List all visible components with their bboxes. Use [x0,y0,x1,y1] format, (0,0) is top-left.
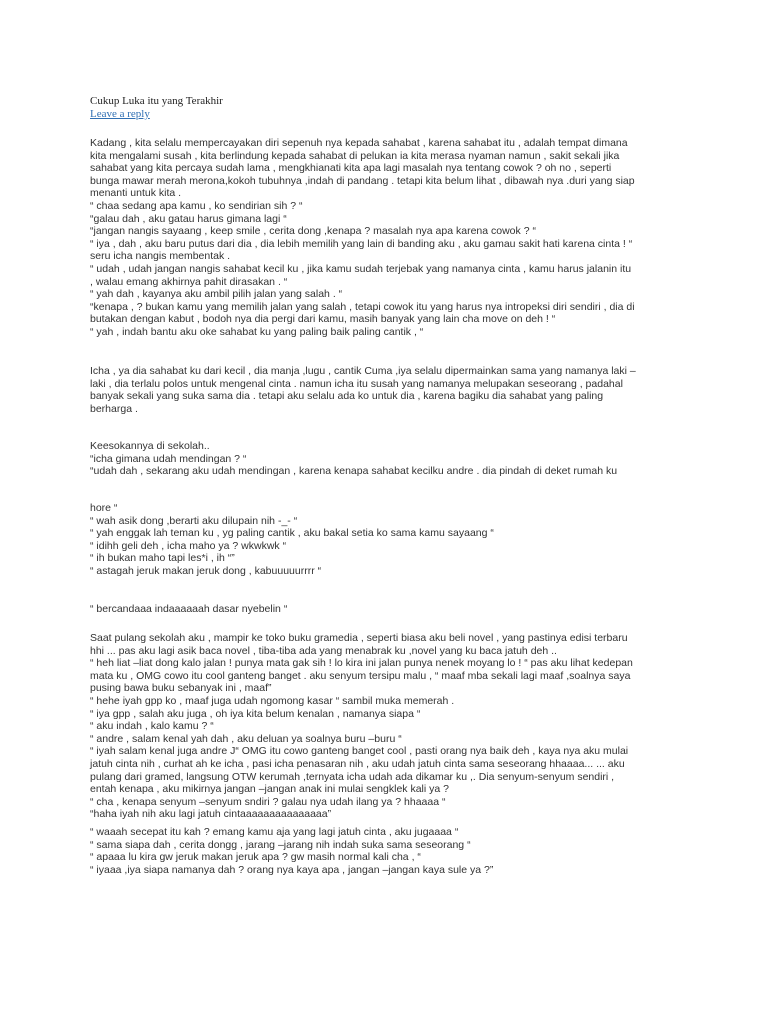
text-line: berharga . [90,402,138,415]
text-line: pulang dari gramed, langsung OTW kerumah ,ternyata icha udah ada dikamar ku ,. Dia senyum-senyum sendiri , [90,770,615,783]
paragraph-5 [90,603,690,616]
text-line: “ waaah secepat itu kah ? emang kamu aja yang lagi jatuh cinta , aku jugaaaa “ [90,826,459,838]
paragraph-3 [90,440,690,478]
paragraph-4 [90,502,690,578]
text-line: “ udah , udah jangan nangis sahabat kecil ku , jika kamu sudah terjebak yang namanya cinta , kamu harus jalanin itu [90,262,632,275]
text-line: “icha gimana udah mendingan ? “ [90,452,247,465]
text-line: , walau emang akhirnya pahit dirasakan . “ [90,275,288,288]
text-line: mata ku , OMG cowo itu cool ganteng banget . aku senyum tersipu malu , “ maaf mba sekali lagi maaf ,soalnya saya [90,669,631,682]
text-line: “ apaaa lu kira gw jeruk makan jeruk apa ? gw masih normal kali cha , “ [90,851,421,864]
text-line: “ iya , dah , aku baru putus dari dia , dia lebih memilih yang lain di banding aku , aku gamau sakit hati karena cinta ! “ [90,237,633,250]
text-line: entah kenapa , aku mikirnya jangan –jangan anak ini mulai sengklek kali ya ? [90,783,449,796]
text-line: “ iyah salam kenal juga andre J“ OMG itu cowo ganteng banget cool , pasti orang nya baik deh , kaya nya aku mulai [90,745,629,758]
text-line: “ iyaaa ,iya siapa namanya dah ? orang nya kaya apa , jangan –jangan kaya sule ya ?” [90,863,494,876]
text-line: hhi ... pas aku lagi asik baca novel , tiba-tiba ada yang menabrak ku ,novel yang ku baca jatuh deh .. [90,644,557,657]
text-line: butakan dengan kabut , bodoh nya dia pergi dari kamu, masih banyak yang lain cha move on deh ! “ [90,313,556,326]
text-line: “galau dah , aku gatau harus gimana lagi “ [90,212,287,225]
text-line: “ astagah jeruk makan jeruk dong , kabuuuuurrrr “ [90,564,322,577]
text-line: “ wah asik dong ,berarti aku dilupain nih -_- “ [90,514,298,527]
text-line: “udah dah , sekarang aku udah mendingan , karena kenapa sahabat kecilku andre . dia pindah di deket rumah ku [90,465,618,478]
text-line: Saat pulang sekolah aku , mampir ke toko buku gramedia , seperti biasa aku beli novel , yang pastinya edisi terbaru [90,632,628,644]
text-line: “ cha , kenapa senyum –senyum sndiri ? galau nya udah ilang ya ? hhaaaa “ [90,795,446,808]
text-line: pusing bawa buku sebanyak ini , maaf” [90,682,272,695]
text-line: “ aku indah , kalo kamu ? “ [90,720,214,733]
text-line: “ yah dah , kayanya aku ambil pilih jalan yang salah . “ [90,288,343,301]
text-line: “kenapa , ? bukan kamu yang memilih jalan yang salah , tetapi cowok itu yang harus nya intropeksi diri sendiri , dia di [90,300,635,313]
text-line: “ yah , indah bantu aku oke sahabat ku yang paling baik paling cantik , “ [90,325,424,338]
text-line: Keesokannya di sekolah.. [90,440,210,452]
text-line: “ bercandaaa indaaaaaah dasar nyebelin “ [90,603,288,615]
text-line: banyak sekali yang suka sama dia . tetapi aku selalu ada ko untuk dia , karena bagiku dia sahabat yang paling [90,390,604,403]
text-line: “ andre , salam kenal yah dah , aku deluan ya soalnya buru –buru “ [90,732,402,745]
text-line: “ heh liat –liat dong kalo jalan ! punya mata gak sih ! lo kira ini jalan punya nenek moyang lo ! “ pas aku lihat kedepan [90,657,633,670]
text-line: “ sama siapa dah , cerita dongg , jarang –jarang nih indah suka sama seseorang “ [90,838,471,851]
text-line: “ chaa sedang apa kamu , ko sendirian sih ? “ [90,199,303,212]
text-line: “ idihh geli deh , icha maho ya ? wkwkwk “ [90,539,287,552]
text-line: Kadang , kita selalu mempercayakan diri sepenuh nya kepada sahabat , karena sahabat itu , adalah tempat dimana [90,137,628,149]
text-line: “ ih bukan maho tapi les*i , ih “” [90,552,235,565]
text-line: bunga mawar merah merona,kokoh tubuhnya ,indah di pandang . tetapi kita belum lihat , dibawah nya .duri yang siap [90,174,635,187]
text-line: kita mengalami susah , kita berlindung kepada sahabat di pelukan ia kita merasa nyaman namun , sakit sekali jika [90,149,620,162]
text-line: laki , dia terlalu polos untuk mengenal cinta . namun icha itu susah yang namanya melupakan seseorang , padahal [90,377,623,390]
text-line: sahabat yang kita percaya sudah lama , mengkhianati kita apa lagi masalah nya tentang cowok ? oh no , seperti [90,162,612,175]
text-line: hore “ [90,502,118,514]
text-line: “ yah enggak lah teman ku , yg paling cantik , aku bakal setia ko sama kamu sayaang “ [90,527,494,540]
text-line: “ iya gpp , salah aku juga , oh iya kita belum kenalan , namanya siapa “ [90,707,421,720]
text-line: “jangan nangis sayaang , keep smile , cerita dong ,kenapa ? masalah nya apa karena cowok ? “ [90,225,536,238]
text-line: “haha iyah nih aku lagi jatuh cintaaaaaaaaaaaaaaa” [90,808,332,821]
paragraph-1 [90,137,690,339]
leave-a-reply-link[interactable]: Leave a reply [90,108,150,120]
paragraph-7 [90,826,690,876]
text-line: menanti untuk kita . [90,187,182,200]
text-line: “ hehe iyah gpp ko , maaf juga udah ngomong kasar “ sambil muka memerah . [90,694,455,707]
post-title: Cukup Luka itu yang Terakhir [90,95,223,107]
text-line: seru icha nangis membentak . [90,250,231,263]
text-line: jatuh cinta nih , curhat ah ke icha , pasi icha penasaran nih , aku udah jatuh cinta sama seseorang hhaaaa... ... aku [90,757,625,770]
text-line: Icha , ya dia sahabat ku dari kecil , dia manja ,lugu , cantik Cuma ,iya selalu dipermainkan sama yang namanya laki – [90,365,636,377]
paragraph-6 [90,632,690,821]
paragraph-2 [90,365,690,415]
